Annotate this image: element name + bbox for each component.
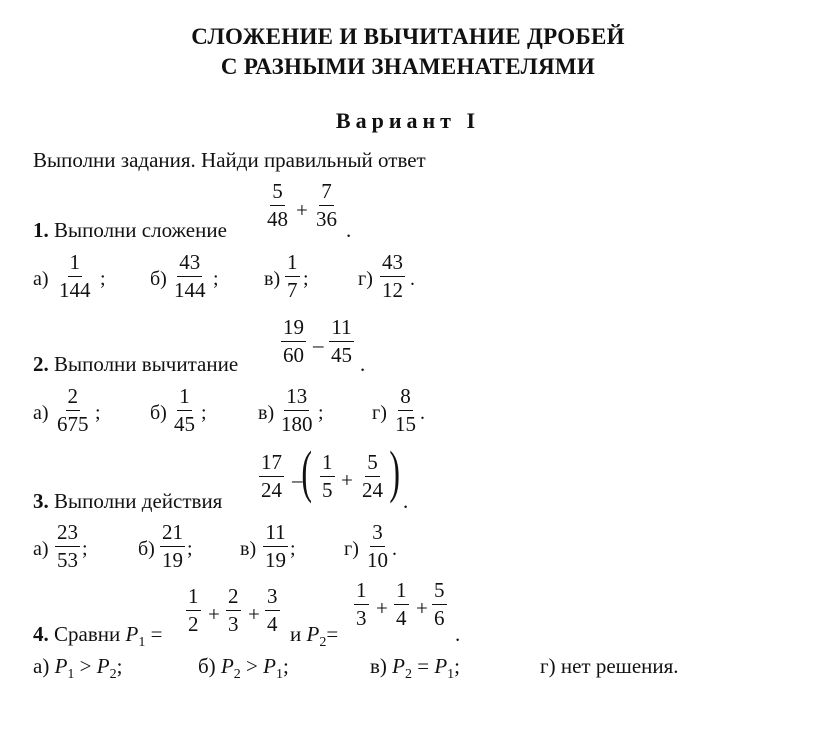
- option-fraction: $\frac{43}{144}$: [174, 250, 206, 302]
- operator: +: [296, 198, 308, 222]
- separator: ;: [318, 402, 324, 424]
- close-paren: ): [389, 439, 400, 504]
- fraction: $\frac{1}{2}$: [188, 584, 199, 636]
- option-fraction: $\frac{11}{19}$: [265, 520, 286, 572]
- task-number: 1.: [33, 218, 49, 242]
- option-fraction: $\frac{1}{7}$: [287, 250, 298, 302]
- separator: ;: [95, 402, 101, 424]
- operator: +: [248, 602, 260, 626]
- option-label: а): [33, 402, 49, 424]
- instruction: Выполни задания. Найди правильный ответ: [33, 148, 426, 172]
- option-label: б): [150, 402, 167, 424]
- separator: ;: [82, 538, 88, 560]
- period: .: [360, 352, 366, 376]
- fraction: $\frac{17}{24}$: [261, 450, 282, 502]
- separator: .: [420, 402, 425, 424]
- fraction: $\frac{19}{60}$: [283, 315, 304, 367]
- option-fraction: $\frac{2}{675}$: [57, 384, 89, 436]
- separator: ;: [100, 268, 106, 290]
- option-fraction: $\frac{1}{144}$: [59, 250, 91, 302]
- period: .: [346, 218, 352, 242]
- task-text: Выполни вычитание: [54, 352, 239, 376]
- option-fraction: $\frac{3}{10}$: [367, 520, 388, 572]
- task-number: 4.: [33, 622, 49, 646]
- option-fraction: $\frac{43}{12}$: [382, 250, 403, 302]
- task-number: 3.: [33, 489, 49, 513]
- task-number: 2.: [33, 352, 49, 376]
- option-label: в): [258, 402, 275, 424]
- operator: +: [376, 596, 388, 620]
- operator: +: [208, 602, 220, 626]
- title-line-2: С РАЗНЫМИ ЗНАМЕНАТЕЛЯМИ: [220, 54, 596, 79]
- separator: ;: [213, 268, 219, 290]
- task-text: Сравни: [54, 622, 121, 646]
- option-fraction: $\frac{21}{19}$: [162, 520, 183, 572]
- operator: –: [292, 468, 303, 492]
- option-fraction: $\frac{1}{45}$: [174, 384, 195, 436]
- option-label: г): [372, 402, 387, 424]
- option-fraction: $\frac{13}{180}$: [281, 384, 313, 436]
- fraction: $\frac{2}{3}$: [228, 584, 239, 636]
- answer-c: в) $P_2 = P_1$;: [370, 654, 461, 683]
- operator: –: [313, 333, 324, 357]
- task-text: Выполни сложение: [54, 218, 227, 242]
- operator: +: [416, 596, 428, 620]
- answer-a: а) $P_1 > P_2$;: [33, 654, 123, 683]
- option-label: в): [264, 268, 281, 290]
- fraction: $\frac{7}{36}$: [316, 179, 337, 231]
- option-label: г): [358, 268, 373, 290]
- task-text: Выполни действия: [54, 489, 223, 513]
- variant-label: Вариант I: [335, 108, 481, 133]
- task-2-heading: [33, 352, 238, 377]
- fraction: $\frac{1}{4}$: [396, 578, 407, 630]
- fraction: $\frac{5}{48}$: [267, 179, 288, 231]
- answer-b: б) $P_2 > P_1$;: [198, 654, 289, 683]
- task-3-heading: [33, 489, 222, 514]
- separator: .: [410, 268, 415, 290]
- option-label: а): [33, 268, 49, 290]
- separator: ;: [187, 538, 193, 560]
- period: .: [455, 622, 461, 646]
- fraction: $\frac{1}{3}$: [356, 578, 367, 630]
- period: .: [403, 489, 409, 513]
- fraction: $\frac{5}{6}$: [434, 578, 445, 630]
- fraction: $\frac{5}{24}$: [362, 450, 383, 502]
- fraction: $\frac{11}{45}$: [331, 315, 352, 367]
- task-4-heading: 4. Сравни $P_1$ =: [33, 622, 163, 651]
- operator: +: [341, 468, 353, 492]
- option-fraction: $\frac{23}{53}$: [57, 520, 78, 572]
- fraction: $\frac{1}{5}$: [322, 450, 333, 502]
- separator: ;: [290, 538, 296, 560]
- option-label: г): [344, 538, 359, 560]
- open-paren: (: [301, 439, 312, 504]
- answer-d: г) нет решения.: [540, 654, 679, 678]
- separator: ;: [201, 402, 207, 424]
- option-label: в): [240, 538, 257, 560]
- option-fraction: $\frac{8}{15}$: [395, 384, 416, 436]
- option-label: а): [33, 538, 49, 560]
- option-label: б): [138, 538, 155, 560]
- separator: ;: [303, 268, 309, 290]
- title-line-1: СЛОЖЕНИЕ И ВЫЧИТАНИЕ ДРОБЕЙ: [191, 24, 625, 49]
- separator: .: [392, 538, 397, 560]
- fraction: $\frac{3}{4}$: [267, 584, 278, 636]
- option-label: б): [150, 268, 167, 290]
- p2-label: и $P_2=$: [290, 622, 339, 651]
- task-1-heading: [33, 218, 227, 243]
